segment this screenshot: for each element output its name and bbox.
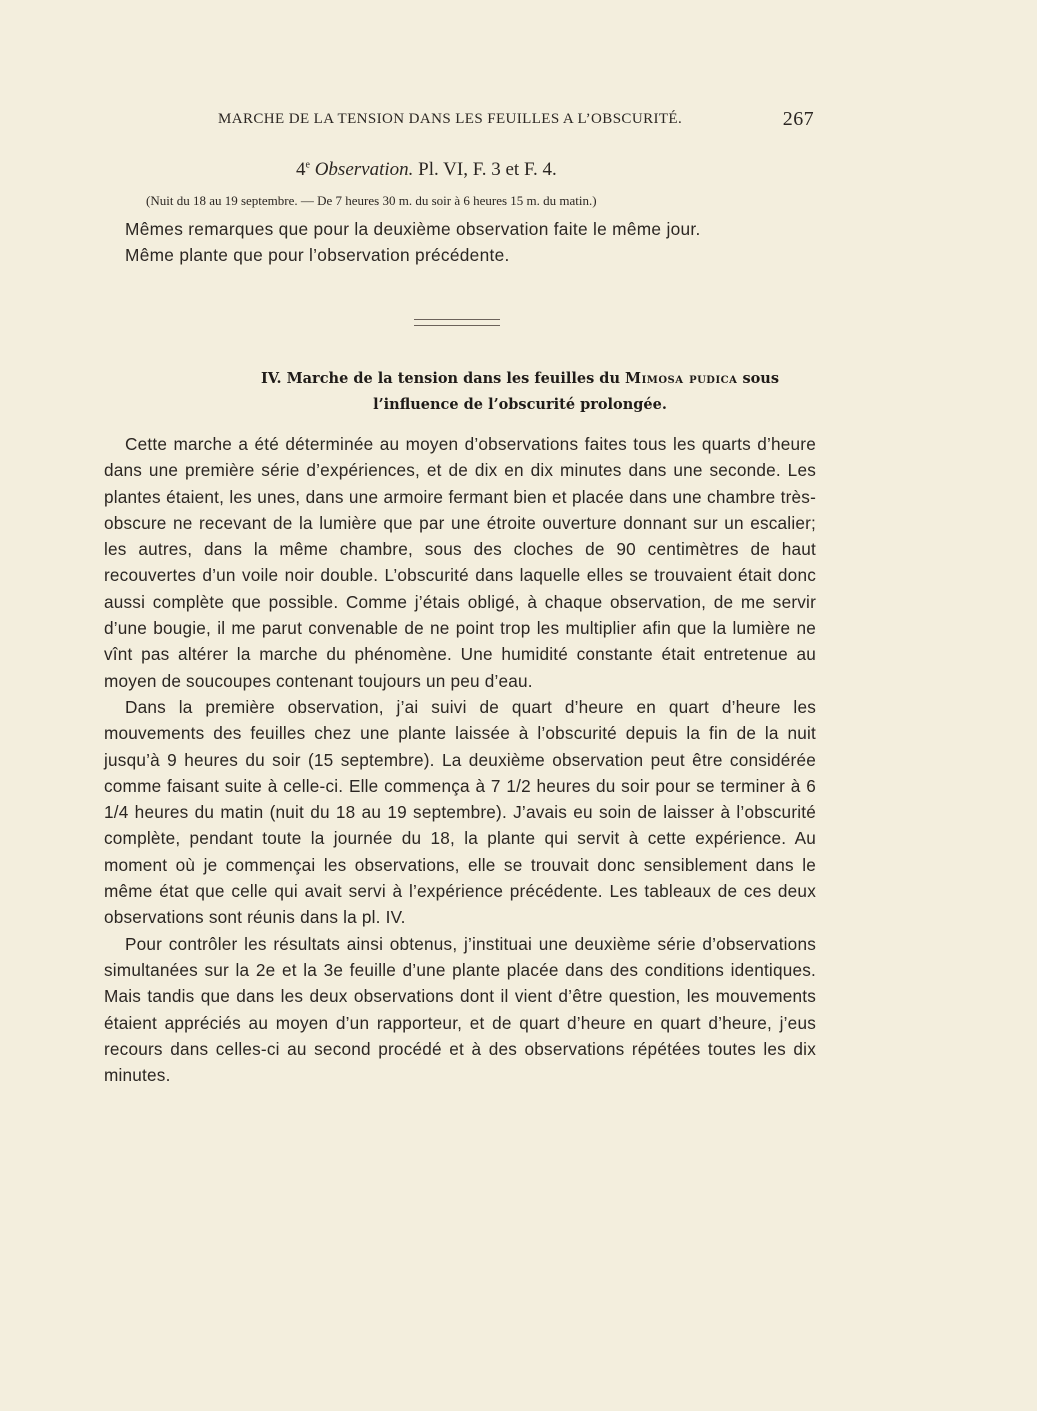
paragraph: Dans la première observation, j’ai suivi de quart d’heure en quart d’heure les mouvements des feuilles chez une plante laissée à l’obscurité depuis la fin de la nuit jusqu’à 9 heures du soir (15 septembre). La deuxième observation peut être considérée comme faisant suite à celle-ci. Elle commença à 7 1/2 heures du soir pour se terminer à 6 1/4 heures du matin (nuit du 18 au 19 septembre). J’avais eu soin de laisser à l’obscurité complète, pendant toute la journée du 18, la plante qui servit à cette expérience. Au moment où je commençai les observations, elle se trouvait donc sensiblement dans le même état que celle qui avait servi à l’expérience précédente. Les tableaux de ces deux observations sont réunis dans la pl. IV. [104, 696, 816, 928]
section-title-part: Marche de la tension dans les feuilles du [281, 370, 626, 387]
observation-text [125, 216, 765, 268]
body-text [104, 431, 816, 1088]
observation-number-suffix: e [305, 159, 310, 171]
section-numeral: IV. [261, 370, 282, 387]
section-heading-line-1 [100, 366, 940, 392]
observation-line: Même plante que pour l’observation précédente. [125, 245, 510, 265]
observation-note: (Nuit du 18 au 19 septembre. — De 7 heures 30 m. du soir à 6 heures 15 m. du matin.) [146, 193, 597, 208]
observation-reference: Pl. VI, F. 3 et F. 4. [413, 159, 557, 180]
observation-number: 4 [296, 159, 306, 180]
section-title-part: sous [737, 370, 779, 387]
observation-line: Mêmes remarques que pour la deuxième observation faite le même jour. [125, 219, 701, 239]
observation-heading [296, 159, 557, 181]
page-number: 267 [782, 108, 814, 130]
section-heading [100, 366, 940, 418]
observation-label: Observation. [314, 159, 414, 180]
paragraph: Cette marche a été déterminée au moyen d’observations faites tous les quarts d’heure dans une première série d’expériences, et de dix en dix minutes dans une seconde. Les plantes étaient, les unes, dans une armoire fermant bien et placée dans une chambre très-obscure ne recevant de la lumière que par une étroite ouverture donnant sur un escalier; les autres, dans la même chambre, sous des cloches de 90 centimètres de haut recouvertes d’un voile noir double. L’obscurité dans laquelle elles se trouvaient était donc aussi complète que possible. Comme j’étais obligé, à chaque observation, de me servir d’une bougie, il me parut convenable de ne point trop les multiplier afin que la lumière ne vînt pas altérer la marche du phénomène. Une humidité constante était entretenue au moyen de soucoupes contenant toujours un peu d’eau. [104, 434, 816, 691]
paragraph: Pour contrôler les résultats ainsi obtenus, j’instituai une deuxième série d’observations simultanées sur la 2e et la 3e feuille d’une plante placée dans des conditions identiques. Mais tandis que dans les deux observations dont il vient d’être question, les mouvements étaient appréciés au moyen d’un rapporteur, et de quart d’heure en quart d’heure, j’eus recours dans celles-ci au second procédé et à des observations répétées toutes les dix minutes. [104, 933, 816, 1086]
species-name: Mimosa pudica [625, 370, 738, 387]
running-head-title: MARCHE DE LA TENSION DANS LES FEUILLES A L’OBSCURITÉ. [218, 111, 683, 127]
section-heading-line-2: l’influence de l’obscurité prolongée. [373, 396, 667, 413]
section-divider [414, 319, 500, 326]
